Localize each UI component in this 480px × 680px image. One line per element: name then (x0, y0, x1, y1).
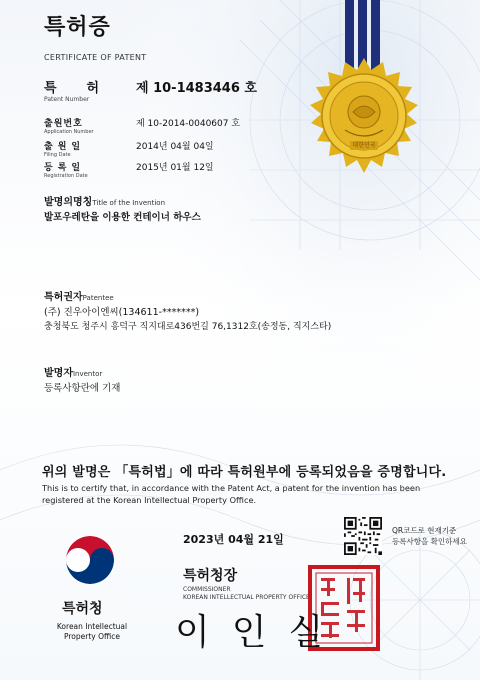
issue-date: 2023년 04월 21일 (183, 533, 284, 546)
kipo-logo-icon (64, 534, 116, 586)
commissioner-title-en: COMMISSIONER KOREAN INTELLECTUAL PROPERTY OFFICE (183, 586, 310, 601)
application-number-value: 제 10-2014-0040607 호 (136, 119, 241, 129)
inventor-value: 등록사항란에 기재 (44, 383, 121, 394)
certification-statement-en: This is to certify that, in accordance with the Patent Act, a patent for the invention has been registered at the Korean Intellectual Property Office. (42, 483, 421, 505)
gold-seal-icon (301, 56, 427, 182)
filing-date-label-en: Filing Date (44, 152, 71, 158)
patent-number: 제 10-1483446 호 (136, 81, 257, 96)
invention-title-label: 발명의명칭Title of the Invention (44, 197, 166, 208)
application-number-label-en: Application Number (44, 129, 94, 135)
certificate-title: 특허증 (44, 15, 111, 40)
registration-date-label: 등록일 (44, 163, 86, 173)
seal-label: 대한민국 (352, 142, 376, 149)
patentee-address: 충청북도 청주시 흥덕구 직지대로436번길 76,1312호(송정동, 직지스타) (44, 322, 332, 332)
commissioner-signature: 이인실 (175, 612, 346, 653)
inventor-label-en: Inventor (72, 370, 103, 378)
inventor-label: 발명자Inventor (44, 368, 103, 379)
agency-name: 특허청장 (183, 568, 238, 584)
invention-title-value: 발포우레탄을 이용한 컨테이너 하우스 (44, 212, 201, 223)
invention-title-label-en: Title of the Invention (92, 199, 166, 207)
registration-date-value: 2015년 01월 12일 (136, 163, 214, 173)
patent-label: 특허 (44, 81, 130, 96)
certificate-title-en: CERTIFICATE OF PATENT (44, 53, 147, 62)
logo-name-en: Korean Intellectual Property Office (56, 622, 128, 641)
registration-date-label-en: Registration Date (44, 173, 88, 179)
patentee-label: 특허권자Patentee (44, 292, 114, 303)
filing-date-label: 출원일 (44, 142, 86, 152)
logo-name-ko: 특허청 (62, 601, 103, 617)
qr-code-icon[interactable] (344, 517, 382, 555)
filing-date-value: 2014년 04월 04일 (136, 142, 214, 152)
qr-code-note: QR코드로 현재기준 등록사항을 확인하세요 (392, 526, 467, 546)
application-number-label: 출원번호 (44, 119, 83, 129)
patentee-label-en: Patentee (82, 294, 114, 302)
patentee-name: (주) 진우아이엔씨(134611-*******) (44, 307, 200, 318)
certification-statement: 위의 발명은 「특허법」에 따라 특허원부에 등록되었음을 증명합니다. (42, 465, 447, 480)
patent-number-label-en: Patent Number (44, 96, 90, 103)
